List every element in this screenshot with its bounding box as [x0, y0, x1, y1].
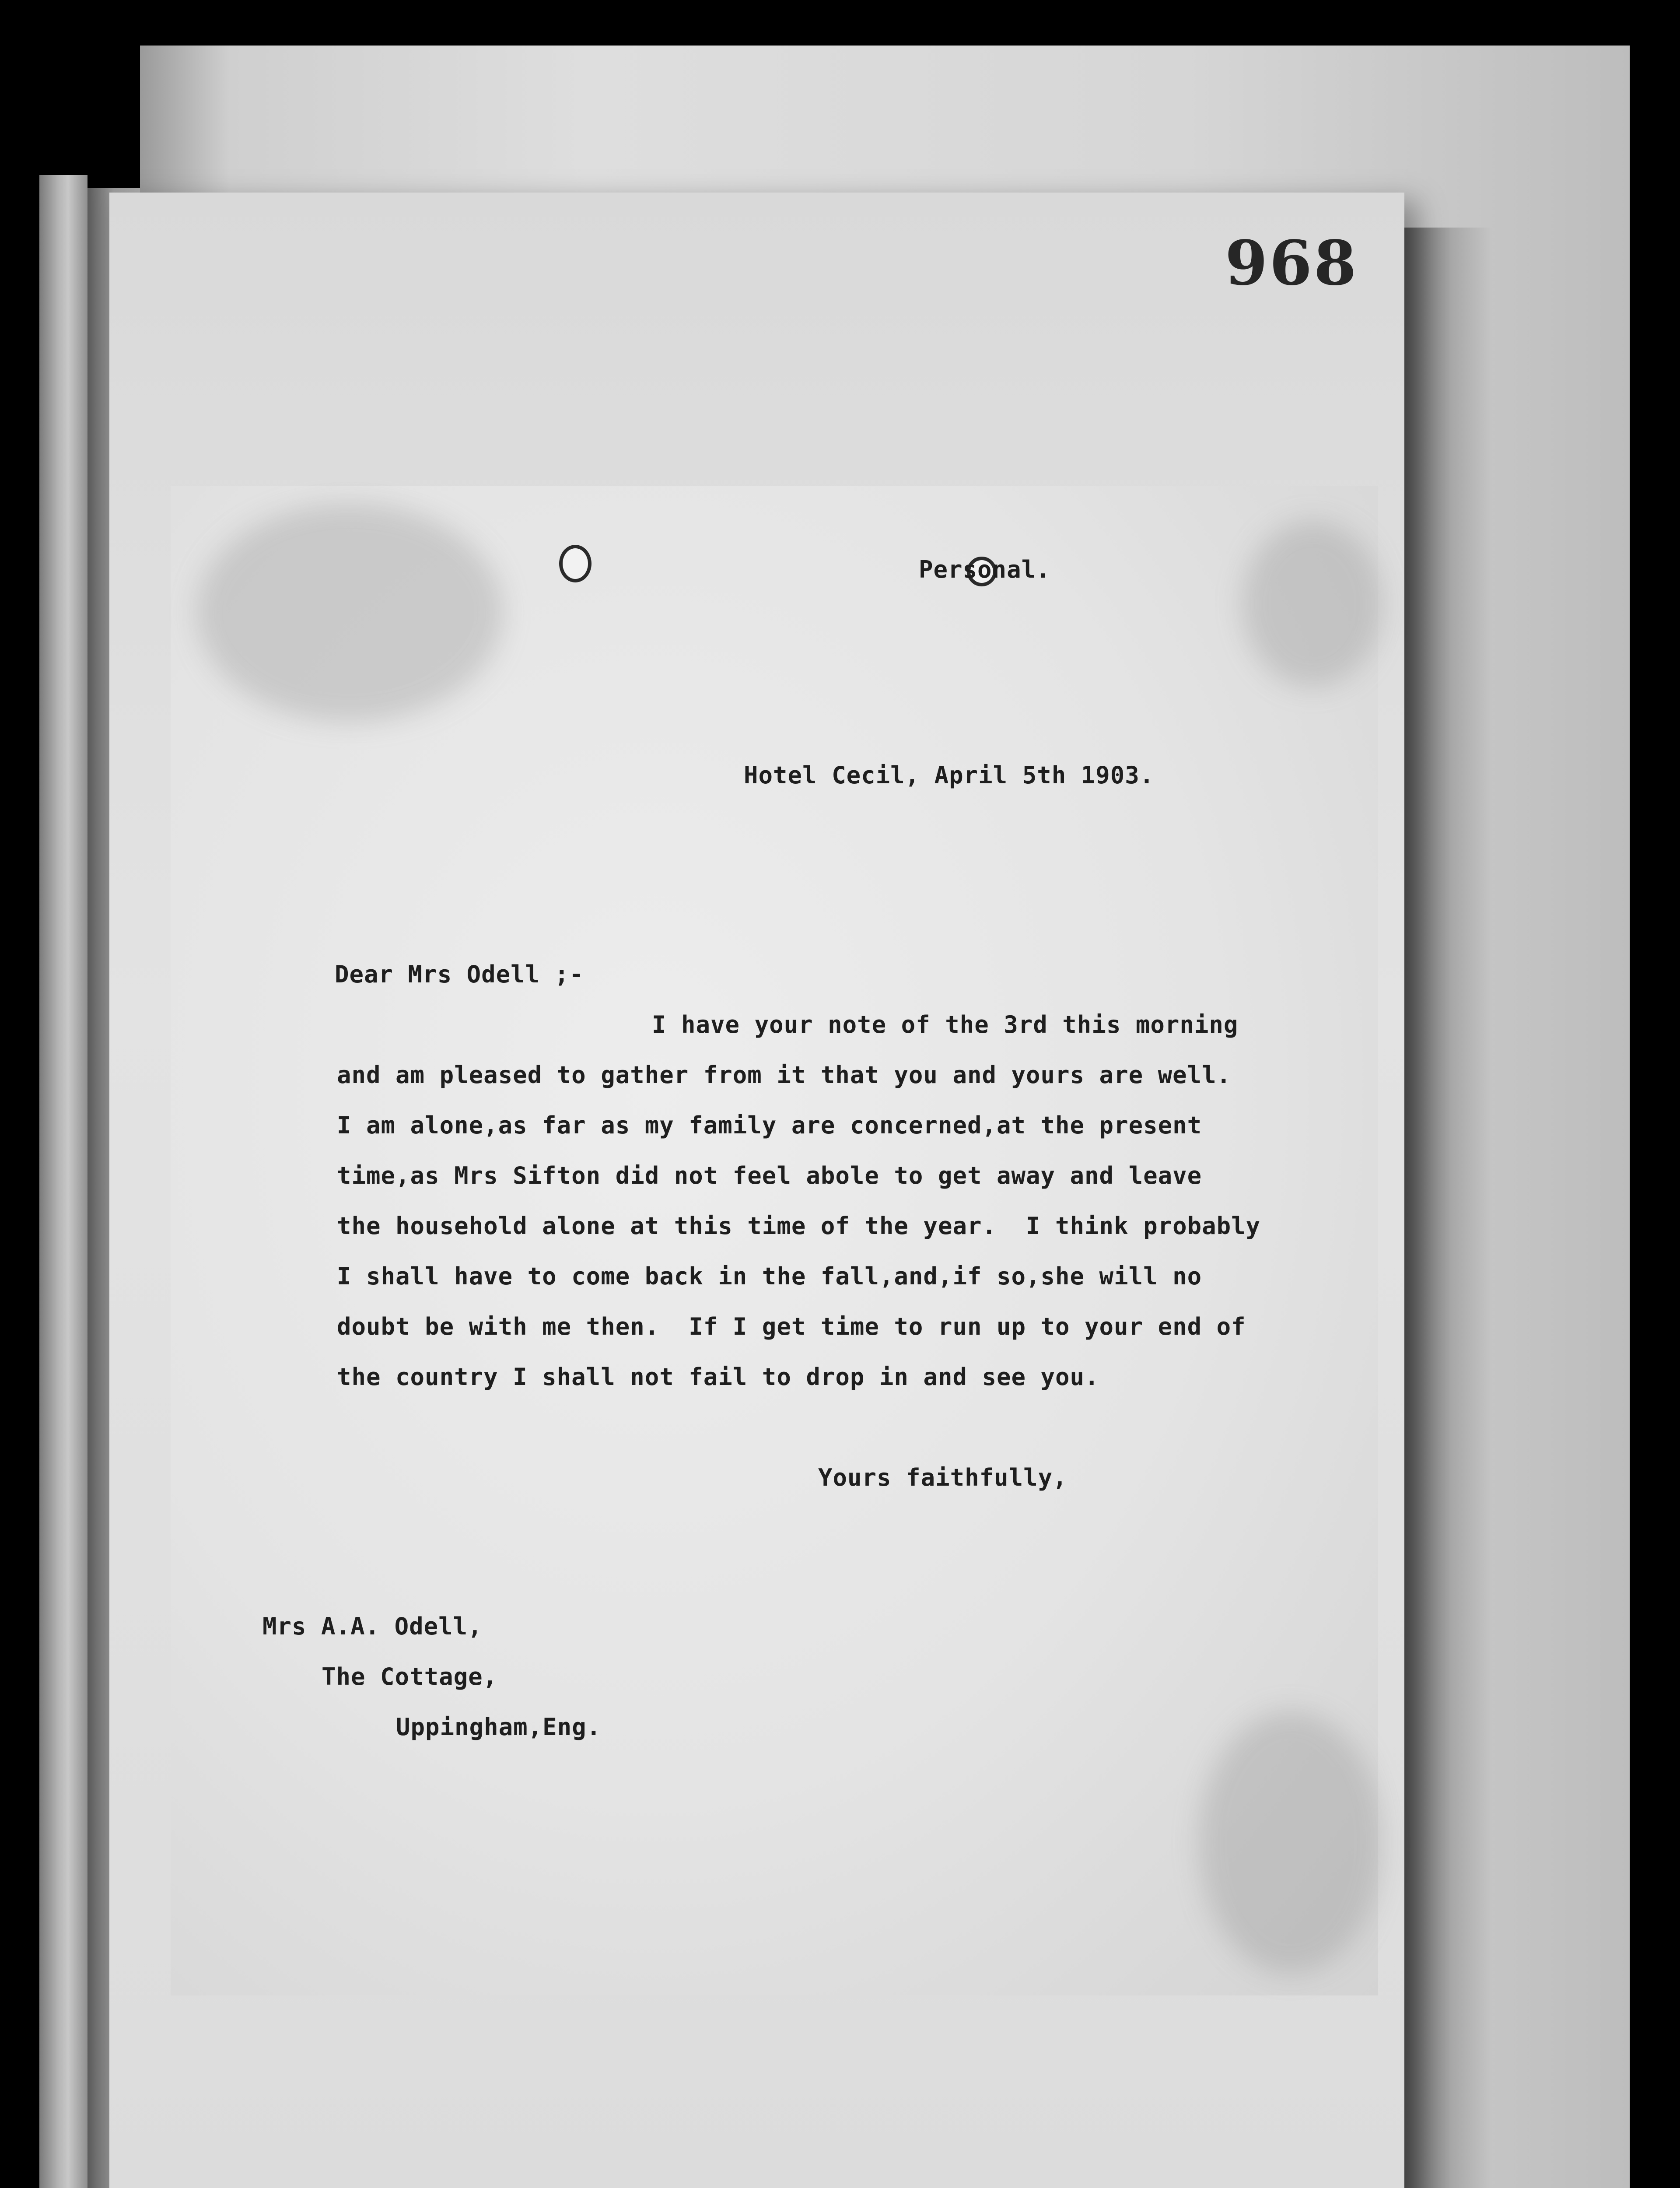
dateline: Hotel Cecil, April 5th 1903. [744, 761, 1155, 789]
letter-body-line: doubt be with me then. If I get time to run up to your end of [337, 1313, 1246, 1340]
recipient-address-line: Uppingham,Eng. [396, 1713, 602, 1741]
salutation: Dear Mrs Odell ;- [335, 961, 584, 988]
letter-body-line: I am alone,as far as my family are concerned,at the present [337, 1112, 1202, 1139]
volume-spine [39, 175, 88, 2188]
letter-sheet [171, 486, 1378, 1995]
personal-marking: Personal. [919, 556, 1051, 583]
letter-body-line: I shall have to come back in the fall,and,if so,she will no [337, 1262, 1202, 1290]
page-shadow [1391, 228, 1492, 2188]
letter-body-line: and am pleased to gather from it that you and yours are well. [337, 1061, 1232, 1089]
folio-number: 968 [1225, 228, 1358, 299]
stain [1242, 521, 1382, 687]
recipient-address-line: The Cottage, [322, 1663, 498, 1690]
letter-body-line: the country I shall not fail to drop in and see you. [337, 1363, 1099, 1391]
stain [197, 503, 503, 722]
letter-body-line: the household alone at this time of the year. I think probably [337, 1212, 1261, 1240]
stain [1199, 1711, 1382, 1974]
letter-body-line: time,as Mrs Sifton did not feel abole to get away and leave [337, 1162, 1202, 1189]
punch-hole [559, 545, 592, 582]
closing: Yours faithfully, [818, 1464, 1068, 1491]
recipient-name: Mrs A.A. Odell, [262, 1613, 483, 1640]
letter-body-line: I have your note of the 3rd this morning [652, 1011, 1239, 1038]
